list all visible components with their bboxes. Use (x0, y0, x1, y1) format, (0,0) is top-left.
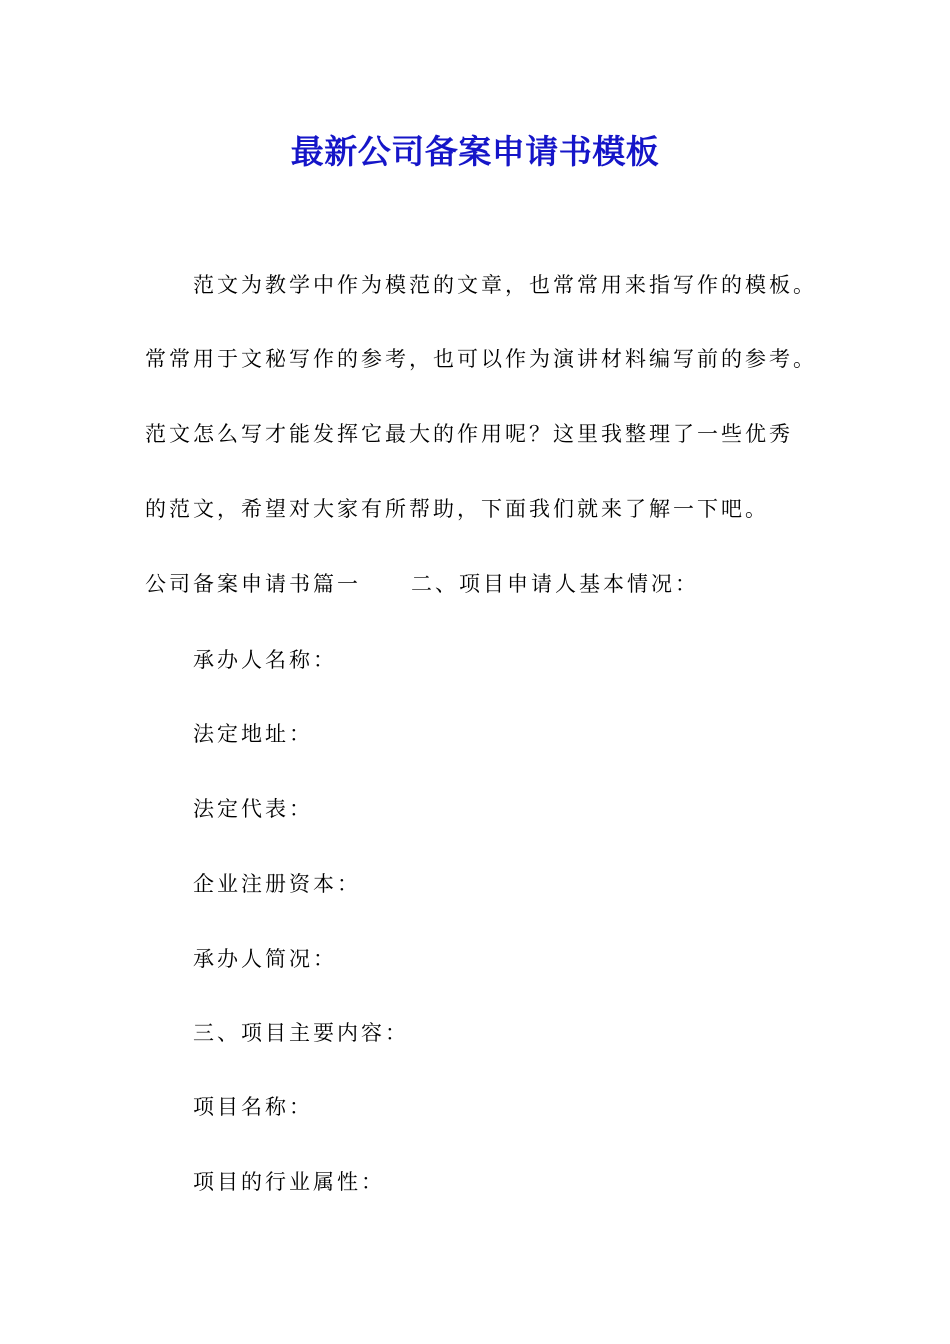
section-heading-right: 二、项目申请人基本情况： (411, 572, 699, 596)
intro-line-4: 的范文，希望对大家有所帮助，下面我们就来了解一下吧。 (145, 497, 769, 521)
intro-line-1: 范文为教学中作为模范的文章，也常常用来指写作的模板。 (193, 273, 817, 297)
intro-line-3: 范文怎么写才能发挥它最大的作用呢？这里我整理了一些优秀 (145, 422, 793, 446)
field-legal-rep: 法定代表： (193, 797, 313, 821)
intro-line-2: 常常用于文秘写作的参考，也可以作为演讲材料编写前的参考。 (145, 347, 817, 371)
section-three-heading: 三、项目主要内容： (193, 1021, 409, 1045)
document-title: 最新公司备案申请书模板 (290, 132, 660, 171)
field-industry-attribute: 项目的行业属性： (193, 1170, 385, 1194)
section-heading (145, 569, 699, 599)
field-legal-address: 法定地址： (193, 722, 313, 746)
field-registered-capital: 企业注册资本： (193, 872, 361, 896)
field-contractor-name: 承办人名称： (193, 648, 337, 672)
field-contractor-profile: 承办人简况： (193, 947, 337, 971)
field-project-name: 项目名称： (193, 1095, 313, 1119)
section-heading-left: 公司备案申请书篇一 (145, 572, 361, 596)
